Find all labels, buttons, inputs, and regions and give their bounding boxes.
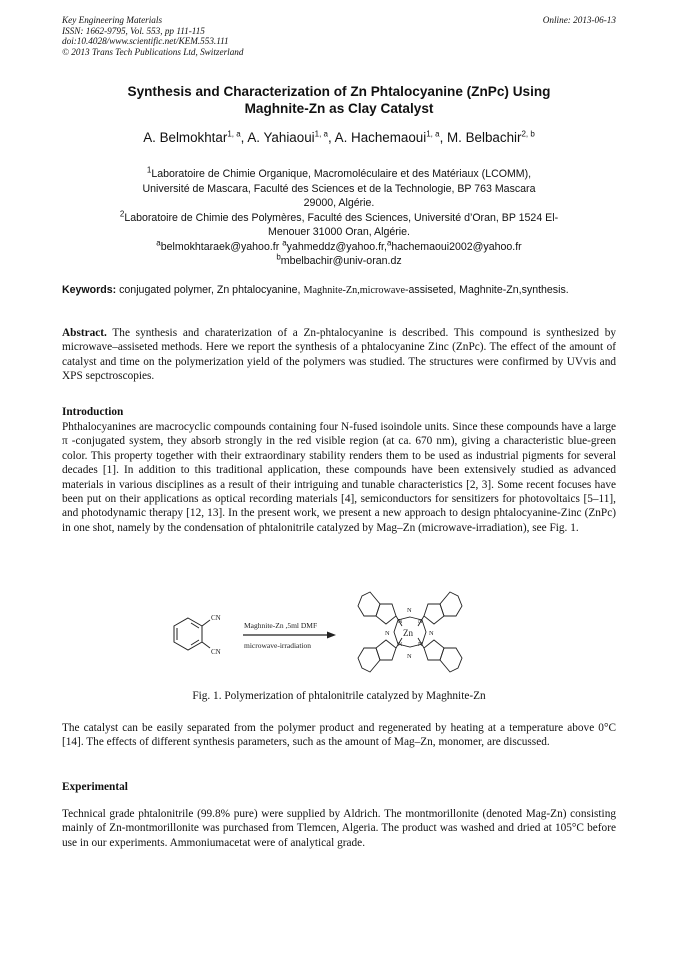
nitrogen-label: N <box>429 630 434 637</box>
affiliation-text: Laboratoire de Chimie Organique, Macromoléculaire et des Matériaux (LCOMM), <box>151 168 532 180</box>
arrow-top-label: Maghnite-Zn ,5ml DMF <box>244 621 318 630</box>
keywords <box>62 283 616 299</box>
figure-caption: Fig. 1. Polymerization of phtalonitrile catalyzed by Maghnite-Zn <box>192 690 486 702</box>
experimental-text: Technical grade phtalonitrile (99.8% pure) were supplied by Aldrich. The montmorillonite (denoted Mag-Zn) consisting mainly of Zn-montmorillonite was purchased from Tlemcen, Algeria. The product was washed and dried at 105°C before use in our experiments. Ammoniumacetat were of analytical grade. <box>62 808 616 849</box>
nitrogen-label: N <box>407 607 412 614</box>
email-line-1 <box>62 237 616 255</box>
keywords-text: conjugated polymer, Zn phtalocyanine, <box>116 284 304 296</box>
email-link[interactable]: yahmeddz@yahoo.fr, <box>286 240 387 253</box>
affiliation-mark: 1 <box>146 165 152 175</box>
email-link[interactable]: hachemaoui2002@yahoo.fr <box>391 240 522 253</box>
email-mark: a <box>156 237 161 247</box>
author-name: A. Belmokhtar <box>143 130 228 145</box>
phthalonitrile-structure <box>174 618 210 650</box>
affiliation-1-line-2: Université de Mascara, Faculté des Sciences et de la Technologie, BP 763 Mascara <box>142 182 536 195</box>
email-mark: a <box>386 237 392 247</box>
affiliation-text: Laboratoire de Chimie des Polymères, Faculté des Sciences, Université d’Oran, BP 1524 El- <box>124 211 559 224</box>
zinc-label: Zn <box>403 628 413 638</box>
affiliation-1-line-3: 29000, Algérie. <box>303 197 375 209</box>
experimental-heading: Experimental <box>62 781 128 793</box>
affiliations <box>62 167 616 269</box>
email-link[interactable]: mbelbachir@univ-oran.dz <box>280 255 402 267</box>
author-name: A. Yahiaoui <box>247 130 315 145</box>
arrow-bottom-label: microwave-irradiation <box>244 641 312 650</box>
introduction-heading: Introduction <box>62 406 124 418</box>
paper-title <box>62 83 616 117</box>
reaction-scheme <box>140 590 540 676</box>
author-name: A. Hachemaoui <box>334 130 427 145</box>
issn-line: ISSN: 1662-9795, Vol. 553, pp 111-115 <box>62 25 205 36</box>
affiliation-2-line-1 <box>62 208 616 226</box>
keywords-label: Keywords: <box>62 284 117 296</box>
arrow-head <box>327 632 336 639</box>
cyano-label-bottom: CN <box>211 648 221 656</box>
keywords-text: -assiseted, Maghnite-Zn,synthesis. <box>405 284 569 296</box>
affiliation-2-line-2: Menouer 31000 Oran, Algérie. <box>268 226 410 238</box>
email-mark: a <box>282 237 287 247</box>
affiliation-1-line-1 <box>62 167 616 182</box>
doi-line: doi:10.4028/www.scientific.net/KEM.553.111 <box>62 36 229 47</box>
author-affiliation-mark: 2, b <box>521 129 535 139</box>
journal-header <box>62 15 616 57</box>
abstract-text: The synthesis and charaterization of a Zn-phtalocyanine is described. This compound is synthesized by microwave–assiseted methods. Here we report the synthesis of a phtalocyanine Zinc (ZnPc). The effect of the amount of catalyst and time on the polymerization yield of the polymers was studied. The structures were confirmed by UVvis and XPS sepctroscopies. <box>62 327 616 383</box>
introduction-text: Phthalocyanines are macrocyclic compounds containing four N-fused isoindole units. Since these compounds have a large π -conjugated system, they absorb strongly in the red visible region (at ca. 670 nm), giving a characteristic blue-green color. This property together with their extraordinary stability renders them to be used as industrial pigments for several decades [1]. In addition to this traditional application, these compounds have been extensively studied as advanced materials in various disciplines as a result of their intriguing and tunable characteristics [2, 3]. Some recent focuses have been put on their applications as optical recording materials [4], semiconductors for sensitizers for photovoltaics [5–11], and photodynamic therapy [12, 13]. In the present work, we present a new approach to design phtalocyanine-Zinc (ZnPc) in one shot, namely by the condensation of phtalonitrile catalyzed by Mag–Zn (microwave-irradiation), see Fig. 1. <box>62 421 616 534</box>
author-affiliation-mark: 1, a <box>227 129 241 139</box>
author-name: M. Belbachir <box>447 130 522 145</box>
online-date: Online: 2013-06-13 <box>542 15 616 25</box>
affiliation-mark: 2 <box>119 208 125 218</box>
title-line-2: Maghnite-Zn as Clay Catalyst <box>244 101 434 116</box>
author-affiliation-mark: 1, a <box>426 129 440 139</box>
email-line-2 <box>62 254 616 269</box>
email-link[interactable]: belmokhtaraek@yahoo.fr <box>160 240 283 253</box>
after-figure-text: The catalyst can be easily separated from the polymer product and regenerated by heating at a temperature above 0°C [14]. The effects of different synthesis parameters, such as the amount of Mag–Zn, monomer, are discussed. <box>62 722 616 749</box>
cyano-label-top: CN <box>211 614 221 622</box>
nitrogen-label: N <box>407 653 412 660</box>
journal-name: Key Engineering Materials <box>62 15 163 25</box>
nitrogen-label: N <box>398 619 403 625</box>
nitrogen-label: N <box>418 619 423 625</box>
nitrogen-label: N <box>418 642 423 648</box>
copyright-line: © 2013 Trans Tech Publications Ltd, Switzerland <box>62 46 244 57</box>
nitrogen-label: N <box>398 642 403 648</box>
nitrogen-label: N <box>385 630 390 637</box>
abstract-label: Abstract. <box>62 327 107 339</box>
author-affiliation-mark: 1, a <box>314 129 328 139</box>
title-line-1: Synthesis and Characterization of Zn Phtalocyanine (ZnPc) Using <box>127 84 551 99</box>
email-mark: b <box>276 252 281 262</box>
keywords-text: Maghnite-Zn,microwave <box>303 285 406 296</box>
abstract <box>62 326 616 384</box>
author-list: A. Belmokhtar$^{1, a}$, A. Yahiaoui$^{1, a}$, A. Hachemaoui$^{1, a}$, M. Belbachir$^{2, b}$ <box>143 129 535 145</box>
